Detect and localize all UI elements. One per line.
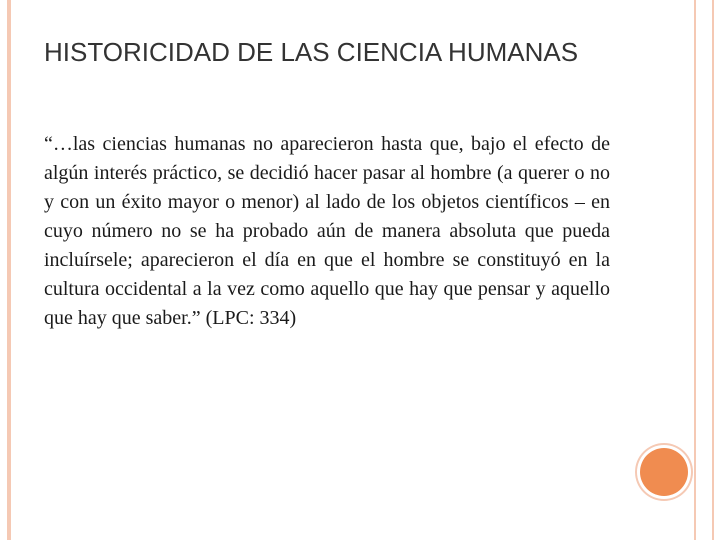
right-border-line-outer — [712, 0, 714, 540]
left-border-stripe — [7, 0, 11, 540]
quote-text: “…las ciencias humanas no aparecieron hasta que, bajo el efecto de algún interés práctico, se decidió hacer pasar al hombre (a querer o no y con un éxito mayor o menor) al lado de los objetos científicos – en cuyo número no se ha probado aún de manera absoluta que pueda incluírsele; aparecieron el día en que el hombre se constituyó en la cultura occidental a la vez como aquello que hay que pensar y aquello que hay que saber.” (LPC: 334) — [44, 133, 610, 329]
decorative-circle — [640, 448, 688, 496]
slide-title: HISTORICIDAD DE LAS CIENCIA HUMANAS — [44, 37, 579, 67]
right-border-area — [693, 0, 720, 540]
right-border-line-inner — [694, 0, 696, 540]
